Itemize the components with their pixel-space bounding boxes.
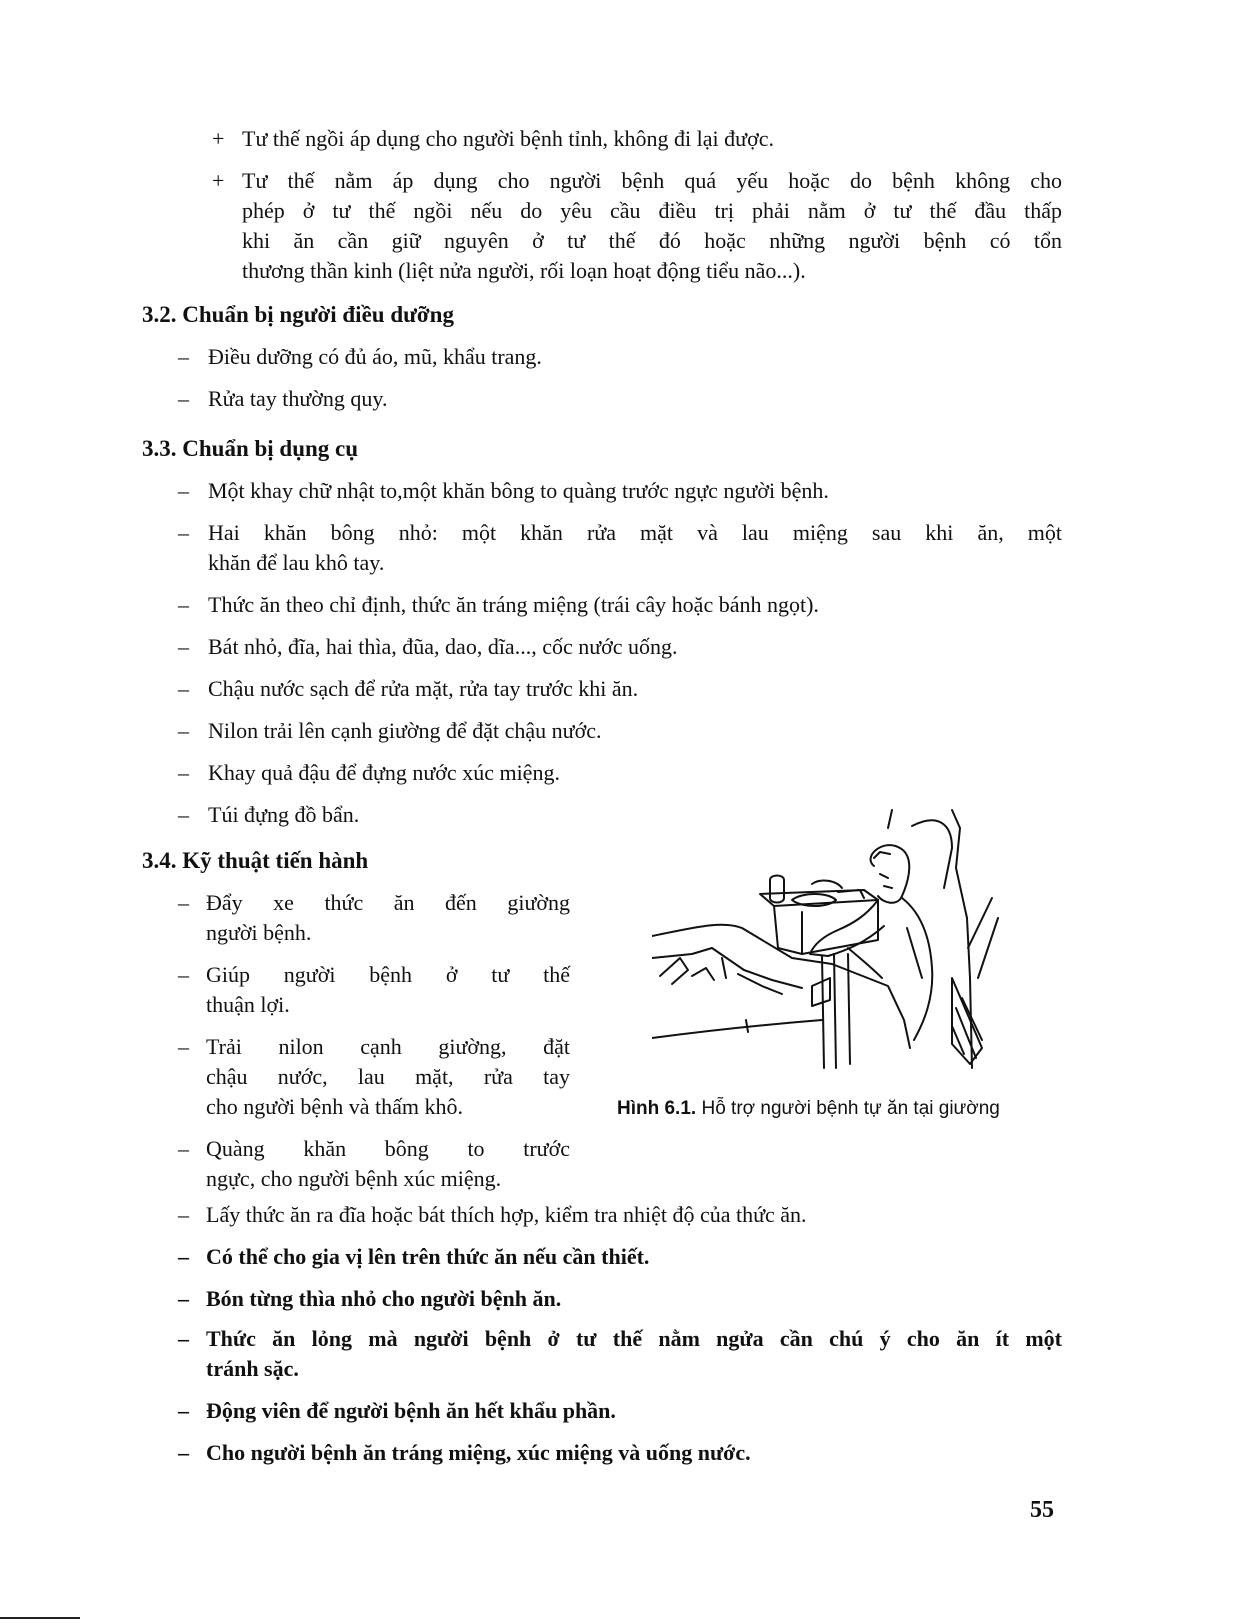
list-item: Quàng khăn bông to trước bbox=[206, 1136, 570, 1161]
intro-line: phép ở tư thế ngồi nếu do yêu cầu điều trị phải nằm ở tư thế đầu thấp bbox=[242, 198, 1062, 223]
dash-bullet: – bbox=[178, 344, 189, 369]
page-number: 55 bbox=[1030, 1497, 1054, 1523]
list-item: Giúp người bệnh ở tư thế bbox=[206, 962, 570, 987]
list-item: Điều dưỡng có đủ áo, mũ, khẩu trang. bbox=[208, 344, 542, 369]
list-item-continued: chậu nước, lau mặt, rửa tay bbox=[206, 1064, 570, 1089]
list-item: Khay quả đậu để đựng nước xúc miệng. bbox=[208, 760, 560, 785]
dash-bullet: – bbox=[178, 760, 189, 785]
list-item-continued: tránh sặc. bbox=[206, 1356, 299, 1381]
section-heading-3-2: 3.2. Chuẩn bị người điều dưỡng bbox=[142, 302, 454, 327]
list-item: Bát nhỏ, đĩa, hai thìa, đũa, dao, dĩa..., cốc nước uống. bbox=[208, 634, 678, 659]
plus-bullet: + bbox=[212, 168, 225, 193]
list-item-continued: người bệnh. bbox=[206, 920, 312, 945]
dash-bullet: – bbox=[178, 890, 189, 915]
list-item: Trải nilon cạnh giường, đặt bbox=[206, 1034, 570, 1059]
list-item: Bón từng thìa nhỏ cho người bệnh ăn. bbox=[206, 1286, 562, 1311]
dash-bullet: – bbox=[178, 1440, 189, 1465]
dash-bullet: – bbox=[178, 718, 189, 743]
list-item: Lấy thức ăn ra đĩa hoặc bát thích hợp, kiểm tra nhiệt độ của thức ăn. bbox=[206, 1202, 807, 1227]
figure-caption-text: Hỗ trợ người bệnh tự ăn tại giường bbox=[701, 1098, 1000, 1119]
list-item: Hai khăn bông nhỏ: một khăn rửa mặt và lau miệng sau khi ăn, một bbox=[208, 520, 1062, 545]
footer-rule bbox=[0, 1617, 80, 1619]
dash-bullet: – bbox=[178, 1398, 189, 1423]
list-item-continued: cho người bệnh và thấm khô. bbox=[206, 1094, 463, 1119]
list-item: Thức ăn lỏng mà người bệnh ở tư thế nằm ngửa cần chú ý cho ăn ít một bbox=[206, 1326, 1062, 1351]
intro-line: thương thần kinh (liệt nửa người, rối loạn hoạt động tiểu não...). bbox=[242, 258, 806, 283]
dash-bullet: – bbox=[178, 634, 189, 659]
dash-bullet: – bbox=[178, 802, 189, 827]
list-item: Động viên để người bệnh ăn hết khẩu phần. bbox=[206, 1398, 616, 1423]
list-item-continued: thuận lợi. bbox=[206, 992, 290, 1017]
dash-bullet: – bbox=[178, 1244, 189, 1269]
dash-bullet: – bbox=[178, 386, 189, 411]
section-heading-3-4: 3.4. Kỹ thuật tiến hành bbox=[142, 848, 369, 873]
dash-bullet: – bbox=[178, 520, 189, 545]
intro-line: Tư thế ngồi áp dụng cho người bệnh tỉnh, không đi lại được. bbox=[242, 126, 774, 151]
dash-bullet: – bbox=[178, 676, 189, 701]
dash-bullet: – bbox=[178, 478, 189, 503]
list-item: Một khay chữ nhật to,một khăn bông to quàng trước ngực người bệnh. bbox=[208, 478, 829, 503]
dash-bullet: – bbox=[178, 1136, 189, 1161]
list-item: Rửa tay thường quy. bbox=[208, 386, 388, 411]
dash-bullet: – bbox=[178, 962, 189, 987]
list-item-continued: ngực, cho người bệnh xúc miệng. bbox=[206, 1166, 502, 1191]
list-item: Đẩy xe thức ăn đến giường bbox=[206, 890, 570, 915]
figure-label: Hình 6.1. bbox=[617, 1098, 697, 1119]
list-item: Cho người bệnh ăn tráng miệng, xúc miệng và uống nước. bbox=[206, 1440, 751, 1465]
intro-line: khi ăn cần giữ nguyên ở tư thế đó hoặc những người bệnh có tổn bbox=[242, 228, 1062, 253]
figure-caption bbox=[617, 1098, 1000, 1120]
list-item: Thức ăn theo chỉ định, thức ăn tráng miệng (trái cây hoặc bánh ngọt). bbox=[208, 592, 819, 617]
dash-bullet: – bbox=[178, 1286, 189, 1311]
dash-bullet: – bbox=[178, 1034, 189, 1059]
plus-bullet: + bbox=[212, 126, 225, 151]
list-item: Túi đựng đồ bẩn. bbox=[208, 802, 360, 827]
list-item: Có thể cho gia vị lên trên thức ăn nếu cần thiết. bbox=[206, 1244, 650, 1269]
list-item: Nilon trải lên cạnh giường để đặt chậu nước. bbox=[208, 718, 602, 743]
list-item-continued: khăn để lau khô tay. bbox=[208, 550, 385, 575]
list-item: Chậu nước sạch để rửa mặt, rửa tay trước khi ăn. bbox=[208, 676, 639, 701]
dash-bullet: – bbox=[178, 1202, 189, 1227]
dash-bullet: – bbox=[178, 1326, 189, 1351]
section-heading-3-3: 3.3. Chuẩn bị dụng cụ bbox=[142, 436, 359, 461]
dash-bullet: – bbox=[178, 592, 189, 617]
intro-line: Tư thế nằm áp dụng cho người bệnh quá yếu hoặc do bệnh không cho bbox=[242, 168, 1062, 193]
patient-eating-in-bed-illustration bbox=[652, 808, 1022, 1090]
